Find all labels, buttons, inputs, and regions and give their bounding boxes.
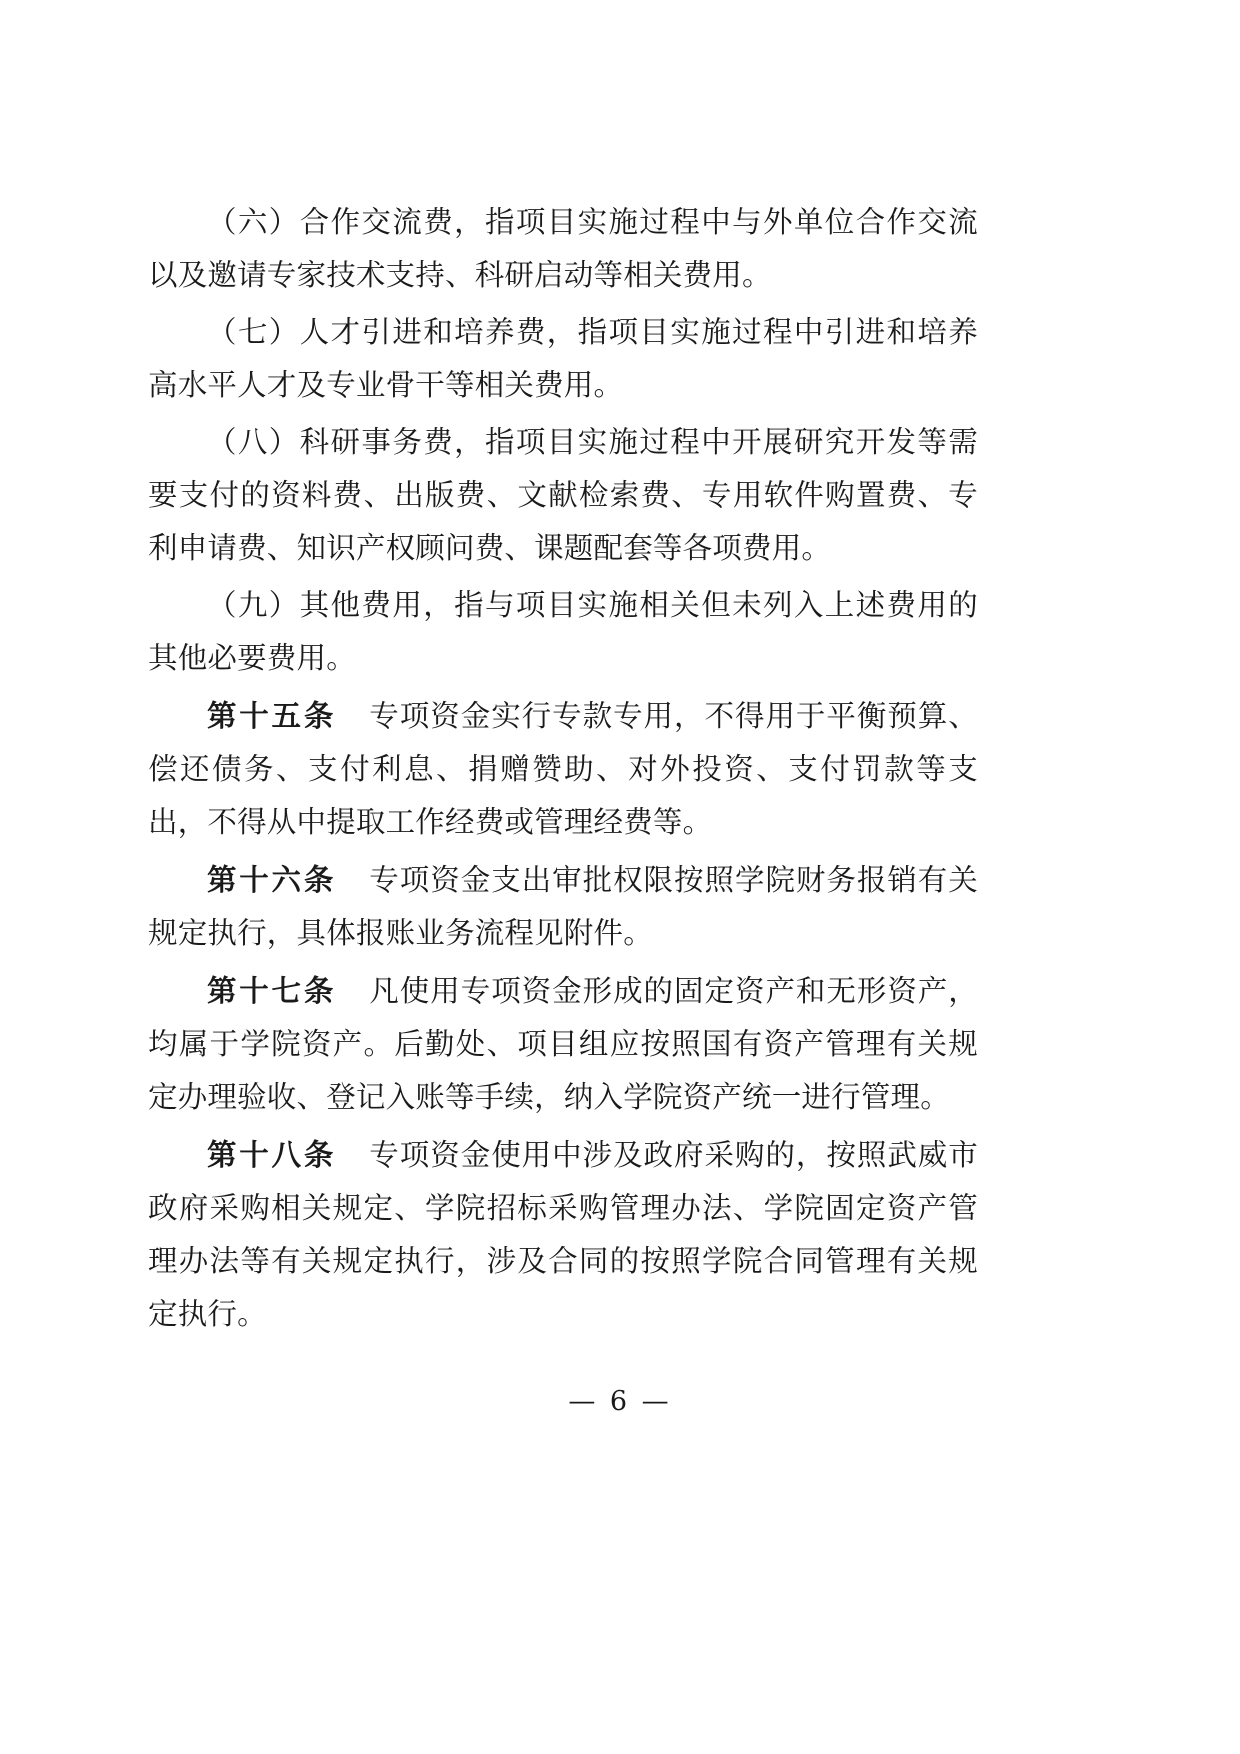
article-text: 专项资金实行专款专用，不得用于平衡预算、偿还债务、支付利息、捐赠赞助、对外投资、支付罚款等支出，不得从中提取工作经费或管理经费等。 <box>148 699 978 839</box>
paragraph-item-seven <box>148 306 978 412</box>
article-label: 第十七条 <box>207 973 337 1008</box>
article-16 <box>148 853 978 960</box>
paragraph-text: （九）其他费用，指与项目实施相关但未列入上述费用的其他必要费用。 <box>148 588 978 675</box>
paragraph-text: （七）人才引进和培养费，指项目实施过程中引进和培养高水平人才及专业骨干等相关费用。 <box>148 315 978 402</box>
page-body <box>148 196 978 1345</box>
article-label: 第十六条 <box>207 862 337 897</box>
article-label: 第十八条 <box>207 1137 337 1172</box>
article-15 <box>148 689 978 849</box>
paragraph-text: （六）合作交流费，指项目实施过程中与外单位合作交流以及邀请专家技术支持、科研启动等相关费用。 <box>148 205 978 292</box>
paragraph-item-nine <box>148 579 978 685</box>
paragraph-item-eight <box>148 416 978 575</box>
article-17 <box>148 964 978 1124</box>
paragraph-item-six <box>148 196 978 302</box>
paragraph-text: （八）科研事务费，指项目实施过程中开展研究开发等需要支付的资料费、出版费、文献检索费、专用软件购置费、专利申请费、知识产权顾问费、课题配套等各项费用。 <box>148 425 978 565</box>
article-label: 第十五条 <box>207 698 337 733</box>
article-text: 专项资金使用中涉及政府采购的，按照武威市政府采购相关规定、学院招标采购管理办法、学院固定资产管理办法等有关规定执行，涉及合同的按照学院合同管理有关规定执行。 <box>148 1138 978 1331</box>
article-text: 专项资金支出审批权限按照学院财务报销有关规定执行，具体报账业务流程见附件。 <box>148 863 978 950</box>
page-number: — 6 — <box>568 1386 672 1417</box>
article-text: 凡使用专项资金形成的固定资产和无形资产，均属于学院资产。后勤处、项目组应按照国有资产管理有关规定办理验收、登记入账等手续，纳入学院资产统一进行管理。 <box>148 974 978 1114</box>
article-18 <box>148 1128 978 1341</box>
